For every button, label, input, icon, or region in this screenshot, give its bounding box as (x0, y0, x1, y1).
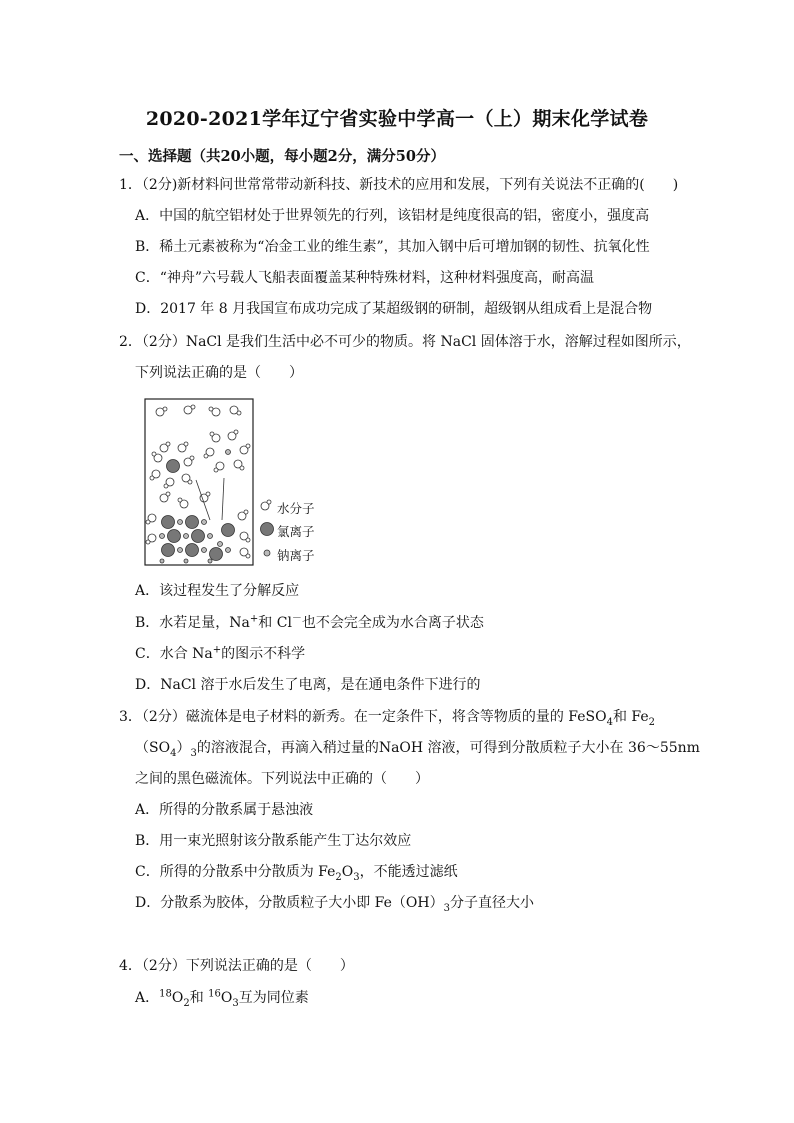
q1-stem: 1．（2分)新材料问世常常带动新科技、新技术的应用和发展，下列有关说法不正确的( ) (119, 177, 679, 193)
q3-option-b: B．用一束光照射该分散系能产生丁达尔效应 (135, 833, 412, 849)
q3-stem-line1: 3．（2分）磁流体是电子材料的新秀。在一定条件下，将含等物质的量的 FeSO$_4$和 $Fe_2$ (119, 709, 656, 728)
section-heading: 一、选择题（共20小题，每小题2分，满分50分） (119, 148, 445, 165)
figure-legend (261, 500, 274, 556)
q2-option-b: B．水若足量，Na+和 Cl－也不会完全成为水合离子状态 (135, 613, 484, 631)
water-molecules-top (156, 405, 241, 416)
q1-option-c: C．“神舟”六号载人飞船表面覆盖某种特殊材料，这种材料强度高，耐高温 (135, 270, 595, 286)
q3-stem-line2: $(SO_4)_3$的溶液混合，再滴入稍过量的NaOH 溶液，可得到分散质粒子大小在 36～55nm (135, 740, 700, 759)
q2-option-d: D．NaCl 溶于水后发生了电离，是在通电条件下进行的 (135, 677, 481, 693)
q4-stem: 4．（2分）下列说法正确的是（ ） (119, 958, 354, 974)
nacl-crystal-lattice (160, 516, 235, 564)
legend-chloride: 氯离子 (277, 524, 315, 539)
q2-option-a: A．该过程发生了分解反应 (135, 583, 300, 599)
nacl-dissolution-diagram (144, 398, 304, 568)
q3-option-a: A．所得的分散系属于悬浊液 (135, 802, 314, 818)
q2-stem-line2: 下列说法正确的是（ ） (135, 365, 303, 381)
q3-stem-line3: 之间的黑色磁流体。下列说法中正确的（ ） (135, 771, 429, 787)
hydrated-chloride (150, 442, 194, 488)
legend-water: 水分子 (277, 501, 315, 516)
exam-title: 2020-2021学年辽宁省实验中学高一（上）期末化学试卷 (145, 108, 649, 130)
legend-sodium: 钠离子 (277, 548, 315, 563)
q1-option-a: A．中国的航空铝材处于世界领先的行列，该铝材是纯度很高的铝，密度小，强度高 (135, 208, 650, 224)
q3-option-c: C．所得的分散系中分散质为 $Fe_2O_3$，不能透过滤纸 (135, 864, 458, 883)
q1-option-b: B．稀土元素被称为“冶金工业的维生素”，其加入钢中后可增加钢的韧性、抗氧化性 (135, 239, 650, 255)
hydrated-sodium (204, 430, 250, 472)
q1-option-d: D．2017 年 8 月我国宣布成功完成了某超级钢的研制，超级钢从组成看上是混合物 (135, 301, 653, 317)
q2-stem-line1: 2．（2分）NaCl 是我们生活中必不可少的物质。将 NaCl 固体溶于水，溶解过程如图所示， (119, 334, 691, 350)
q2-option-c: C．水合 Na+的图示不科学 (135, 644, 306, 662)
q4-option-a: A．$^{18}O_2$和 $^{16}O_3$互为同位素 (135, 988, 309, 1009)
q3-option-d: D．分散系为胶体，分散质粒子大小即 $Fe(OH)_3$分子直径大小 (135, 895, 534, 914)
